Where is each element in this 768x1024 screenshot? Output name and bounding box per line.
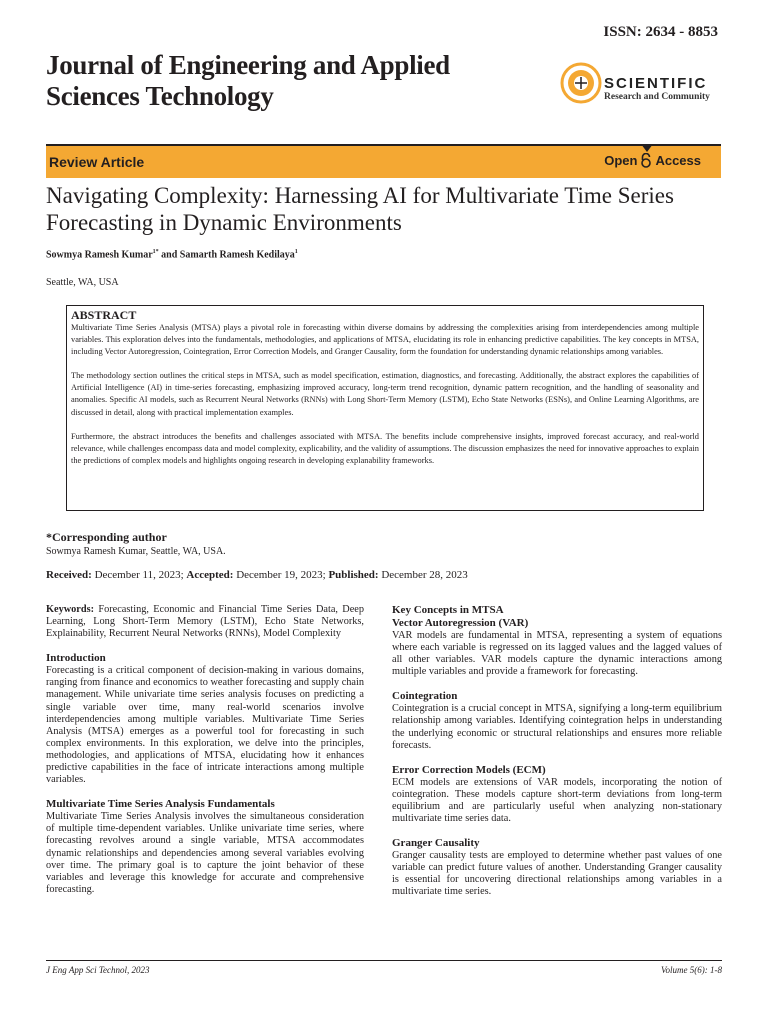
abstract-paragraph: The methodology section outlines the critical steps in MTSA, such as model specification, estimation, diagnostics, and forecasting. Additionally, the abstract explores the capabilities of Artificial Intelligence (AI) in time-series forecasting, emphasizing improved accuracy, long-term trend recognition, dynamic pattern recognition, and the handling of seasonality and anomalies. Specific AI models, such as Recurrent Neural Networks (RNNs) with Long Short-Term Memory (LSTM), Echo State Networks (ESNs), and Online Learning Algorithms, are discussed in detail, along with practical implementation examples. [71,371,699,417]
logo-wordmark: SCIENTIFIC [604,75,708,92]
accepted-date: December 19, 2023; [233,569,329,581]
section-text: Multivariate Time Series Analysis involves the simultaneous consideration of multiple time-dependent variables. Unlike univariate time series, where forecasting revolves around a single variable, MTSA accommodates dynamic relationships and dependencies among several variables evolving over time. The primary goal is to capture the joint behavior of these variables and leverage this knowledge for accurate and comprehensive forecasting. [46,811,364,895]
accepted-label: Accepted: [186,569,234,581]
subsection-heading: Cointegration [392,690,458,703]
author-superscript: 1* [152,249,159,255]
footer-divider [46,960,722,961]
open-access-badge [604,153,701,168]
subsection-heading: Vector Autoregression (VAR) [392,617,529,629]
author-conjunction: and [158,249,180,261]
publication-dates [46,569,468,581]
section-heading: Multivariate Time Series Analysis Fundamentals [46,798,275,811]
issn: ISSN: 2634 - 8853 [603,24,718,40]
section-text: Granger causality tests are employed to determine whether past values of one variable can predict future values of another. Understanding Granger causality is essential for uncovering directional relationships among variables in a multivariate time series. [392,850,722,898]
section-text: Cointegration is a crucial concept in MTSA, signifying a long-term equilibrium relationship among variables. Identifying cointegration helps in understanding the underlying economic or structural relationships and ensures more reliable forecasts. [392,703,722,751]
keywords-label: Keywords: [46,604,95,615]
author-superscript: 1 [294,249,298,255]
section-heading: Key Concepts in MTSA [392,604,504,616]
open-access-left: Open [604,153,638,168]
journal-title: Journal of Engineering and Applied Sciences Technology [46,50,450,111]
keywords [46,604,364,640]
section-text: ECM models are extensions of VAR models, incorporating the notion of cointegration. These models capture short-term deviations from long-term equilibrium and are particularly useful when analyzing non-stationary multivariate time series data. [392,776,722,825]
logo-emblem-icon [560,62,602,104]
publisher-logo [560,62,725,106]
published-date: December 28, 2023 [378,569,468,581]
subsection-heading: Granger Causality [392,837,480,850]
affiliation: Seattle, WA, USA [46,277,119,288]
body-column-right [392,604,722,899]
author-name: Samarth Ramesh Kedilaya [179,249,295,261]
subsection-heading: Error Correction Models (ECM) [392,763,546,776]
author-name: Sowmya Ramesh Kumar [46,249,153,261]
open-access-right: Access [655,153,701,168]
abstract-paragraph: Furthermore, the abstract introduces the benefits and challenges associated with MTSA. The benefits include comprehensive insights, improved forecast accuracy, and real-world relevance, while challenges encompass data and model complexity, explicability, and the validity of assumptions. The discussion emphasizes the need for innovative approaches to explain the predictions of complex models and highlights ongoing research in developing explanability frameworks. [71,431,699,465]
keywords-text: Forecasting, Economic and Financial Time Series Data, Deep Learning, Long Short-Term Memory (LSTM), Echo State Networks, Explainability, Recurrent Neural Networks (RNNs), Model Complexity [46,604,364,640]
article-type-banner [46,144,721,178]
banner-notch [641,144,653,152]
published-label: Published: [328,569,379,581]
section-text: VAR models are fundamental in MTSA, representing a system of equations where each variable is regressed on its lagged values and the lagged values of all other variables. VAR models capture the dynamic interactions among multiple variables and provide a framework for forecasting. [392,630,722,678]
corresponding-author-heading: *Corresponding author [46,530,167,544]
abstract-heading: ABSTRACT [71,308,137,322]
article-title: Navigating Complexity: Harnessing AI for Multivariate Time Series Forecasting in Dynamic Environments [46,183,674,235]
body-column-left [46,604,364,896]
abstract-box [66,305,704,511]
received-label: Received: [46,569,92,581]
received-date: December 11, 2023; [91,569,187,581]
abstract-paragraph: Multivariate Time Series Analysis (MTSA) plays a pivotal role in forecasting within diverse domains by addressing the complexities arising from interdependencies among multiple variables. This exploration delves into the fundamentals, methodologies, and applications of MTSA, elucidating its role in enhancing predictive capabilities. The key concepts in MTSA, including Vector Autoregression, Cointegration, Error Correction Models, and Granger Causality, form the foundation for understanding dynamic relationships among variables. [71,323,699,357]
logo-subtitle: Research and Community [604,92,710,102]
section-text: Forecasting is a critical component of decision-making in various domains, ranging from finance and economics to weather forecasting and supply chain management. While univariate time series analysis focuses on predicting a single variable over time, many real-world scenarios involve interdependencies among multiple variables. Multivariate Time Series Analysis (MTSA) emerges as a powerful tool for forecasting in such complex environments. In this exploration, we delve into the principles, methodologies, and applications of MTSA, elucidating how it enhances predictive capabilities in the face of intricate interactions among multiple variables. [46,665,364,786]
author-list [46,249,298,260]
corresponding-author-text: Sowmya Ramesh Kumar, Seattle, WA, USA. [46,546,226,557]
open-lock-icon [640,153,652,168]
footer-volume: Volume 5(6): 1-8 [661,965,722,975]
article-type-label: Review Article [49,154,145,170]
footer-citation: J Eng App Sci Technol, 2023 [46,965,150,975]
section-heading: Introduction [46,652,106,665]
